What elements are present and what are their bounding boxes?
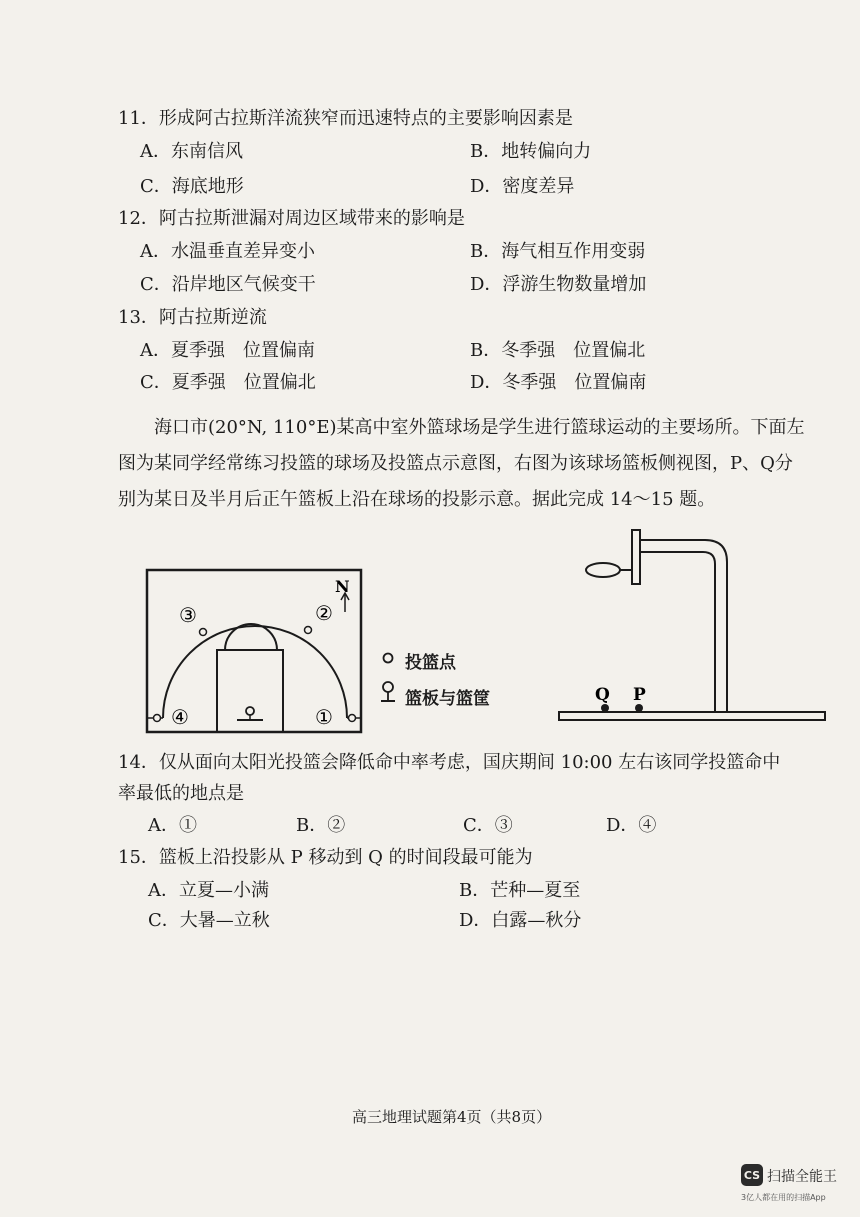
question-12-stem: 12．阿古拉斯泄漏对周边区域带来的影响是 <box>118 208 465 229</box>
spot-label-1: ① <box>315 705 333 729</box>
spot-label-4: ④ <box>171 705 189 729</box>
question-14-option-d: D．④ <box>606 815 657 836</box>
spot-label-2: ② <box>315 601 333 625</box>
ground-base <box>559 712 825 720</box>
scanner-app-name: 扫描全能王 <box>767 1169 837 1185</box>
shadow-point-q <box>601 704 609 712</box>
shooting-spot-legend-icon <box>378 648 398 668</box>
court-plan-figure <box>145 568 365 738</box>
label-p: P <box>633 685 646 705</box>
question-13-option-b: B．冬季强 位置偏北 <box>470 340 646 361</box>
question-12-option-d: D．浮游生物数量增加 <box>470 274 647 295</box>
scanner-app-tagline: 3亿人都在用的扫描App <box>741 1193 826 1202</box>
pole-outer <box>640 540 727 712</box>
shadow-point-p <box>635 704 643 712</box>
question-13-option-d: D．冬季强 位置偏南 <box>470 372 647 393</box>
hoop-rim <box>586 563 620 577</box>
backboard-side <box>632 530 640 584</box>
question-15-option-d: D．白露—秋分 <box>459 910 582 931</box>
question-11-option-a: A．东南信风 <box>140 141 243 162</box>
question-11-option-b: B．地转偏向力 <box>470 141 592 162</box>
question-15-option-b: B．芒种—夏至 <box>459 880 581 901</box>
question-15-stem: 15．篮板上沿投影从 P 移动到 Q 的时间段最可能为 <box>118 847 533 868</box>
legend-shooting-spot-label: 投篮点 <box>405 653 456 673</box>
label-q: Q <box>595 685 610 705</box>
shooting-spot-3 <box>200 629 207 636</box>
shooting-spot-1 <box>349 715 356 722</box>
question-15-option-c: C．大暑—立秋 <box>148 910 270 931</box>
question-11-option-d: D．密度差异 <box>470 176 575 197</box>
legend-backboard-hoop-label: 篮板与篮筐 <box>405 689 490 709</box>
shooting-spot-4 <box>154 715 161 722</box>
question-12-option-b: B．海气相互作用变弱 <box>470 241 646 262</box>
scanner-logo-icon: CS <box>741 1164 763 1186</box>
question-11-option-c: C．海底地形 <box>140 176 244 197</box>
question-12-option-c: C．沿岸地区气候变干 <box>140 274 316 295</box>
page-footer: 高三地理试题第4页（共8页） <box>352 1108 552 1126</box>
question-13-option-a: A．夏季强 位置偏南 <box>140 340 315 361</box>
passage-text: 海口市(20°N, 110°E)某高中室外篮球场是学生进行篮球运动的主要场所。下面左图为某同学经常练习投篮的球场及投篮点示意图，右图为该球场篮板侧视图，P、Q分别为某日及半月后正午篮板上沿在球场的投影示意。据此完成 14～15 题。 <box>118 417 805 510</box>
pole-inner <box>640 552 715 712</box>
backboard-hoop-legend-icon <box>378 680 398 706</box>
question-11-stem: 11．形成阿古拉斯洋流狭窄而迅速特点的主要影响因素是 <box>118 108 573 129</box>
question-14-option-b: B．② <box>296 815 346 836</box>
question-14-stem-line1: 14．仅从面向太阳光投篮会降低命中率考虑，国庆期间 10:00 左右该同学投篮命中 <box>118 752 781 773</box>
question-13-option-c: C．夏季强 位置偏北 <box>140 372 316 393</box>
shooting-spot-2 <box>305 627 312 634</box>
question-14-option-a: A．① <box>148 815 197 836</box>
backboard-side-view-figure <box>555 520 830 732</box>
question-14-option-c: C．③ <box>463 815 513 836</box>
question-13-stem: 13．阿古拉斯逆流 <box>118 307 267 328</box>
question-14-stem-line2: 率最低的地点是 <box>118 783 244 804</box>
question-15-option-a: A．立夏—小满 <box>148 880 269 901</box>
spot-label-3: ③ <box>179 603 197 627</box>
question-12-option-a: A．水温垂直差异变小 <box>140 241 315 262</box>
north-label: N <box>335 577 350 596</box>
court-hoop <box>246 707 254 715</box>
